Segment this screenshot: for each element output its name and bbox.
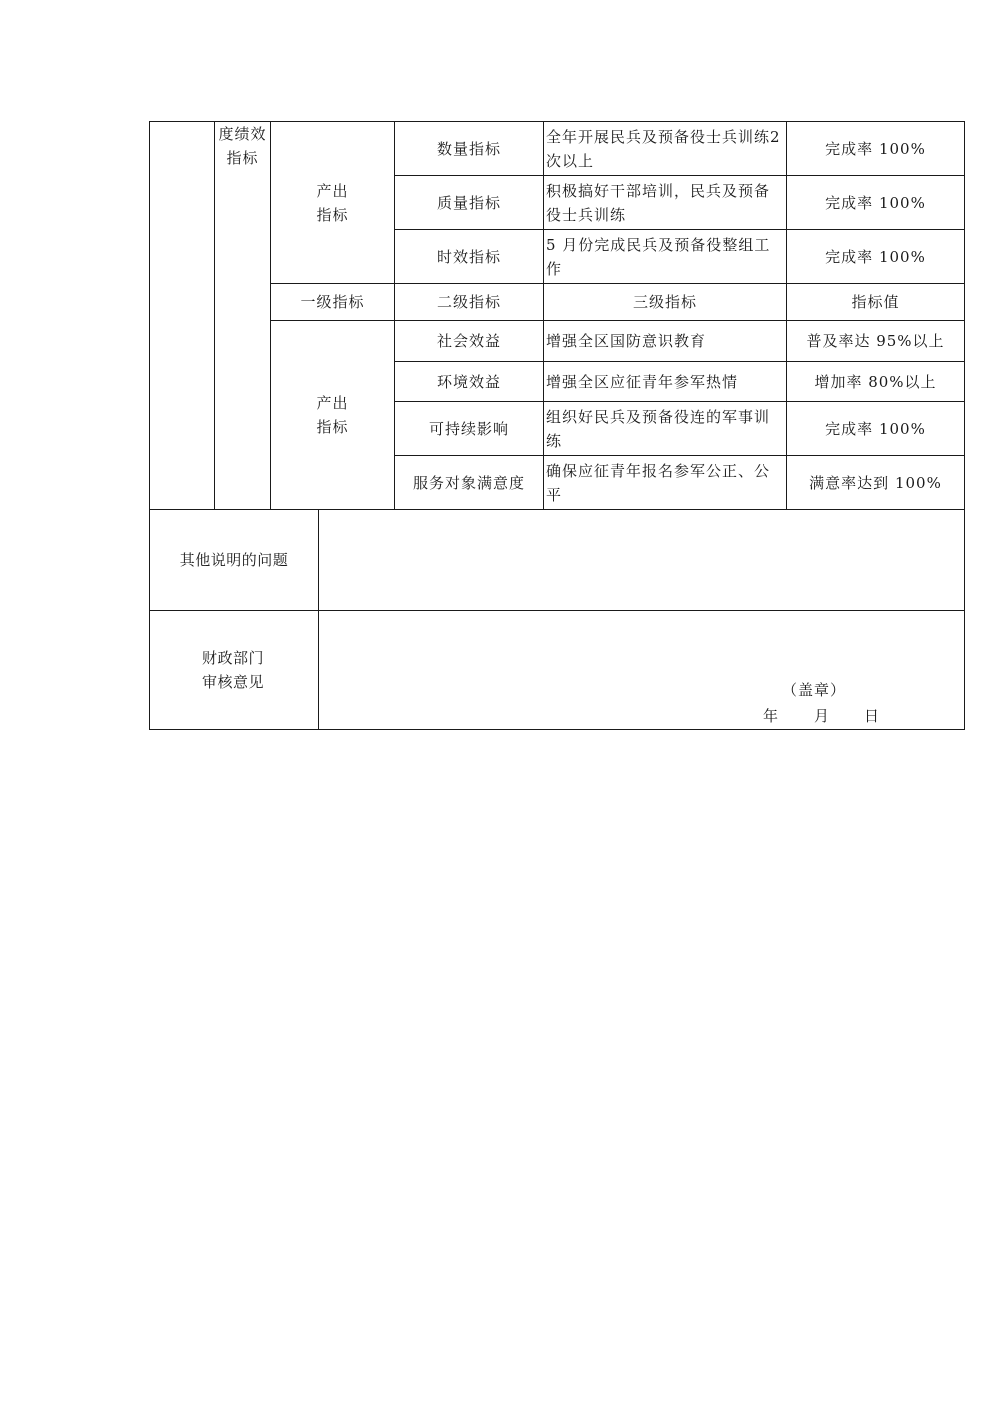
row-sustainable-value: 完成率 100%	[825, 419, 926, 438]
header-value: 指标值	[851, 293, 900, 311]
row-timeliness-level3	[544, 230, 786, 283]
output-indicator-group-2	[271, 321, 394, 509]
row-environment-level3-text: 增强全区应征青年参军热情	[546, 372, 739, 391]
row-quality-level3	[544, 176, 786, 229]
header-level2: 二级指标	[436, 293, 501, 311]
row-quality-level2: 质量指标	[436, 193, 501, 212]
other-notes-field	[319, 510, 964, 610]
other-notes-label: 其他说明的问题	[179, 551, 289, 569]
table-border-bottom	[149, 729, 965, 730]
date-year: 年	[763, 707, 779, 725]
row-social-level2: 社会效益	[436, 332, 501, 350]
row-quantity-level3	[544, 122, 786, 175]
row-timeliness-level3-text: 5 月份完成民兵及预备役整组工作	[546, 235, 771, 278]
row-social-value: 普及率达 95%以上	[806, 332, 945, 350]
row-quality-value: 完成率 100%	[825, 193, 926, 212]
row-sustainable-level3-text: 组织好民兵及预备役连的军事训练	[546, 407, 771, 450]
row-social-level3-text: 增强全区国防意识教育	[546, 332, 707, 350]
output-group-2-line1: 产出	[316, 394, 349, 412]
row-timeliness-value: 完成率 100%	[825, 247, 926, 266]
grid-v-a	[214, 121, 215, 509]
row-satisfaction-level3	[544, 456, 786, 509]
finance-review-label-line1: 财政部门	[201, 649, 264, 667]
row-satisfaction-level3-text: 确保应征青年报名参军公正、公平	[546, 461, 771, 504]
performance-indicator-label-line2: 指标	[226, 149, 259, 167]
finance-review-label	[150, 611, 318, 729]
output-group-1-line2: 指标	[316, 205, 349, 224]
table-border-right	[964, 121, 965, 730]
row-satisfaction-level2: 服务对象满意度	[412, 473, 525, 492]
row-environment-level2: 环境效益	[436, 372, 501, 391]
row-social-level3	[544, 321, 786, 361]
output-group-1-line1: 产出	[316, 181, 349, 200]
row-sustainable-level2: 可持续影响	[428, 419, 509, 438]
row-environment-level3	[544, 362, 786, 401]
row-quality-level3-text: 积极搞好干部培训，民兵及预备役士兵训练	[546, 181, 771, 224]
row-sustainable-level3	[544, 402, 786, 455]
performance-indicator-label-line1: 度绩效	[218, 125, 267, 143]
row-quantity-level2: 数量指标	[436, 139, 501, 158]
row-satisfaction-value: 满意率达到 100%	[809, 473, 942, 492]
output-group-2-line2: 指标	[316, 418, 349, 436]
date-month: 月	[814, 707, 830, 725]
row-environment-value: 增加率 80%以上	[814, 372, 937, 391]
header-level3: 三级指标	[632, 293, 697, 311]
seal-label: （盖章）	[782, 681, 847, 699]
performance-indicator-label	[215, 122, 270, 176]
finance-review-label-line2: 审核意见	[201, 673, 264, 691]
output-indicator-group-1	[271, 122, 394, 283]
date-day: 日	[864, 707, 880, 725]
row-timeliness-level2: 时效指标	[436, 247, 501, 266]
row-quantity-value: 完成率 100%	[825, 139, 926, 158]
header-level1: 一级指标	[300, 293, 365, 311]
row-quantity-level3-text: 全年开展民兵及预备役士兵训练2次以上	[546, 127, 781, 170]
